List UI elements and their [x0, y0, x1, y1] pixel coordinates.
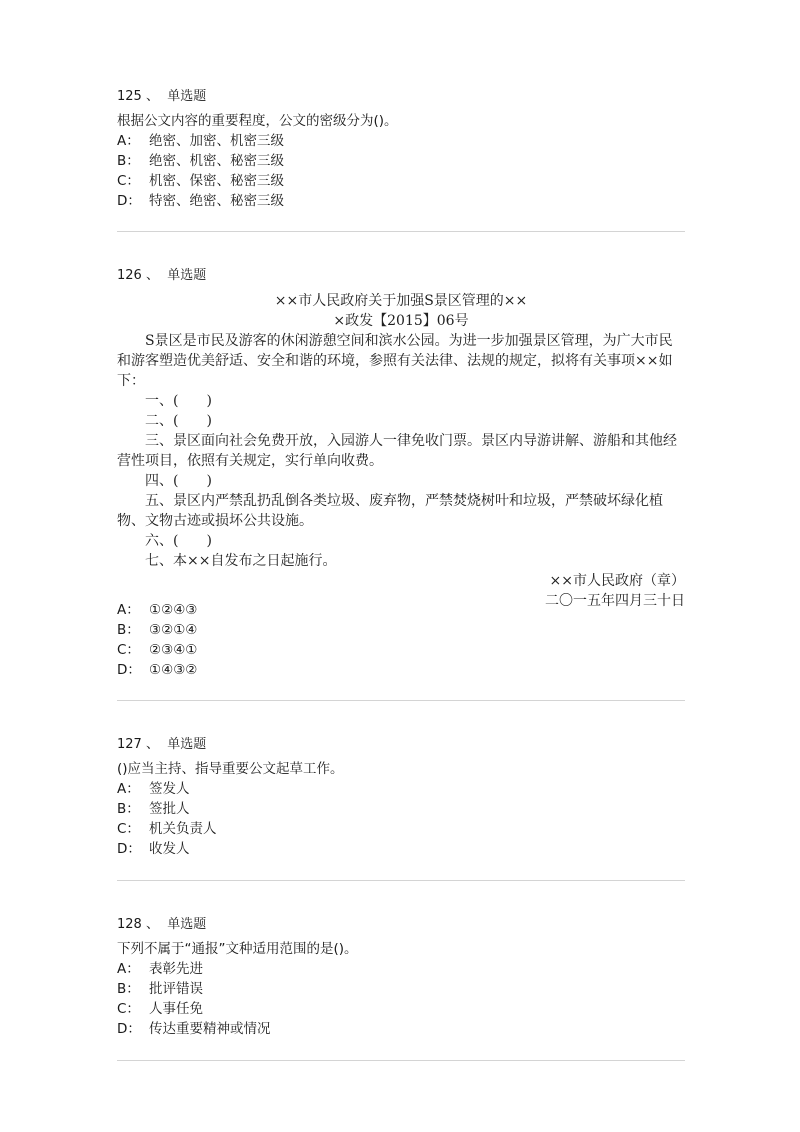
- option-b[interactable]: [117, 979, 685, 999]
- option-text: 传达重要精神或情况: [149, 1021, 271, 1037]
- option-letter: A：: [117, 602, 140, 618]
- question-number: 127 、: [117, 737, 159, 752]
- option-text: 签发人: [149, 781, 190, 797]
- question-125: [117, 87, 685, 211]
- option-c[interactable]: [117, 171, 685, 191]
- notice-title: ××市人民政府关于加强S景区管理的××: [274, 293, 528, 309]
- question-divider: [117, 231, 685, 232]
- notice-doc-number: ×政发【2015】06号: [333, 313, 469, 329]
- option-c[interactable]: [117, 819, 685, 839]
- question-128: [117, 915, 685, 1039]
- option-letter: D：: [117, 193, 141, 209]
- option-letter: D：: [117, 662, 141, 678]
- option-d[interactable]: [117, 660, 685, 680]
- option-letter: A：: [117, 781, 140, 797]
- notice-item: 三、景区面向社会免费开放，入园游人一律免收门票。景区内导游讲解、游船和其他经营性项目，依照有关规定，实行单向收费。: [117, 433, 677, 469]
- question-stem: 根据公文内容的重要程度，公文的密级分为()。: [117, 113, 398, 129]
- option-letter: B：: [117, 981, 140, 997]
- option-text: ②③④①: [149, 642, 198, 658]
- question-header: [117, 915, 685, 935]
- option-letter: B：: [117, 622, 140, 638]
- option-d[interactable]: [117, 191, 685, 211]
- option-a[interactable]: [117, 779, 685, 799]
- question-127: [117, 735, 685, 859]
- option-letter: B：: [117, 153, 140, 169]
- option-text: 绝密、机密、秘密三级: [149, 153, 284, 169]
- notice-item: 五、景区内严禁乱扔乱倒各类垃圾、废弃物，严禁焚烧树叶和垃圾，严禁破坏绿化植物、文物古迹或损坏公共设施。: [117, 493, 663, 529]
- question-stem: ()应当主持、指导重要公文起草工作。: [117, 761, 344, 777]
- notice-item-blank: 二、( ): [145, 413, 212, 429]
- option-b[interactable]: [117, 620, 685, 640]
- question-divider: [117, 700, 685, 701]
- option-d[interactable]: [117, 1019, 685, 1039]
- option-letter: C：: [117, 821, 140, 837]
- option-letter: C：: [117, 1001, 140, 1017]
- option-a[interactable]: [117, 959, 685, 979]
- question-number: 126 、: [117, 268, 159, 283]
- notice-signature: ××市人民政府（章）: [549, 573, 685, 589]
- option-d[interactable]: [117, 839, 685, 859]
- option-text: 批评错误: [149, 981, 203, 997]
- option-text: 人事任免: [149, 1001, 203, 1017]
- option-text: 表彰先进: [149, 961, 203, 977]
- question-number: 125 、: [117, 89, 159, 104]
- notice-date: 二〇一五年四月三十日: [545, 593, 685, 609]
- question-divider: [117, 1060, 685, 1061]
- question-divider: [117, 880, 685, 881]
- option-a[interactable]: [117, 600, 685, 620]
- option-letter: A：: [117, 133, 140, 149]
- option-c[interactable]: [117, 640, 685, 660]
- question-type: 单选题: [167, 89, 207, 104]
- option-text: 收发人: [149, 841, 190, 857]
- question-header: [117, 266, 685, 286]
- option-letter: D：: [117, 841, 141, 857]
- option-letter: B：: [117, 801, 140, 817]
- notice-document: [117, 291, 685, 611]
- notice-item-blank: 一、( ): [145, 393, 212, 409]
- option-a[interactable]: [117, 131, 685, 151]
- option-c[interactable]: [117, 999, 685, 1019]
- option-letter: A：: [117, 961, 140, 977]
- notice-item-blank: 四、( ): [145, 473, 212, 489]
- option-b[interactable]: [117, 799, 685, 819]
- notice-item-blank: 六、( ): [145, 533, 212, 549]
- option-text: ①②④③: [149, 602, 198, 618]
- option-letter: C：: [117, 173, 140, 189]
- question-type: 单选题: [167, 737, 207, 752]
- question-126-options: [117, 600, 685, 680]
- question-126: [117, 266, 685, 286]
- option-text: 绝密、加密、机密三级: [149, 133, 284, 149]
- question-header: [117, 735, 685, 755]
- question-number: 128 、: [117, 917, 159, 932]
- question-type: 单选题: [167, 268, 207, 283]
- question-stem: 下列不属于“通报”文种适用范围的是()。: [117, 941, 358, 957]
- option-text: ③②①④: [149, 622, 198, 638]
- option-text: 签批人: [149, 801, 190, 817]
- option-letter: D：: [117, 1021, 141, 1037]
- option-b[interactable]: [117, 151, 685, 171]
- option-text: 特密、绝密、秘密三级: [149, 193, 284, 209]
- option-letter: C：: [117, 642, 140, 658]
- option-text: 机关负责人: [149, 821, 217, 837]
- question-header: [117, 87, 685, 107]
- option-text: ①④③②: [149, 662, 198, 678]
- notice-paragraph: S景区是市民及游客的休闲游憩空间和滨水公园。为进一步加强景区管理，为广大市民和游客塑造优美舒适、安全和谐的环境，参照有关法律、法规的规定，拟将有关事项××如下：: [117, 333, 673, 389]
- option-text: 机密、保密、秘密三级: [149, 173, 284, 189]
- question-type: 单选题: [167, 917, 207, 932]
- notice-item: 七、本××自发布之日起施行。: [145, 553, 337, 569]
